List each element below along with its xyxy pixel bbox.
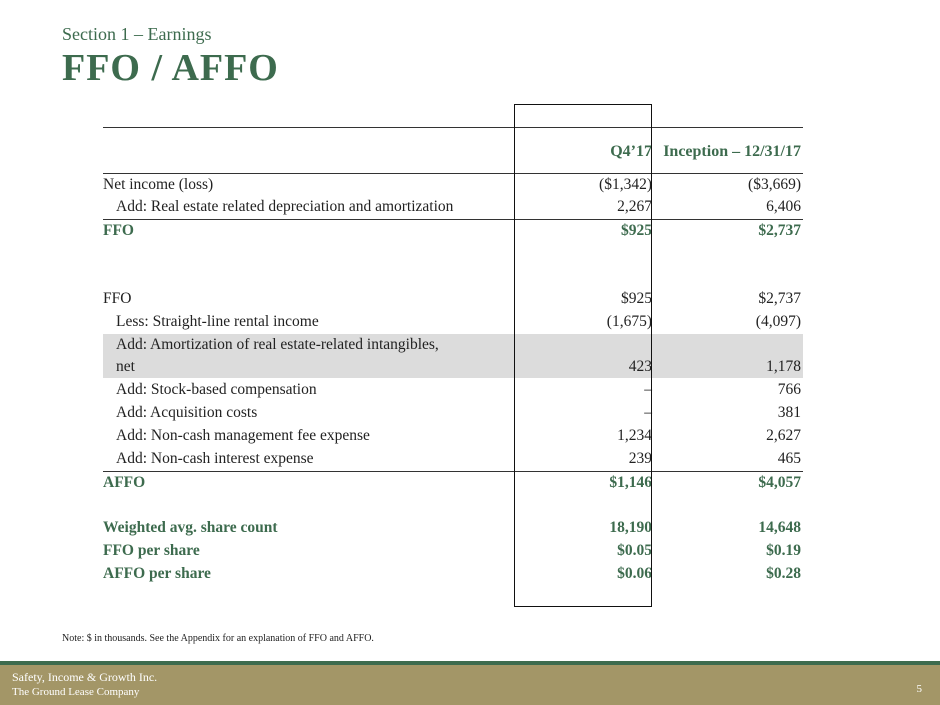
section-label: Section 1 – Earnings xyxy=(62,24,212,44)
column-header-inception: Inception – 12/31/17 xyxy=(663,143,801,160)
row-value-q4: – xyxy=(644,381,652,398)
row-value-inception: $0.28 xyxy=(766,565,801,582)
row-value-inception: 6,406 xyxy=(766,198,801,215)
row-label: FFO per share xyxy=(103,542,200,559)
row-label: Add: Non-cash interest expense xyxy=(116,450,314,467)
row-value-inception: $2,737 xyxy=(758,290,801,307)
row-label: AFFO per share xyxy=(103,565,211,582)
row-value-q4: 18,190 xyxy=(609,519,652,536)
footer-bar xyxy=(0,661,940,705)
row-value-inception: 766 xyxy=(777,381,801,398)
row-value-inception: 14,648 xyxy=(758,519,801,536)
row-value-q4: $0.06 xyxy=(617,565,652,582)
row-label: FFO xyxy=(103,222,134,239)
row-label: Add: Acquisition costs xyxy=(116,404,258,421)
row-value-q4: $1,146 xyxy=(609,474,652,491)
row-value-q4: ($1,342) xyxy=(599,176,652,193)
row-value-inception: ($3,669) xyxy=(748,176,801,193)
row-value-q4: – xyxy=(644,404,652,421)
row-label: Less: Straight-line rental income xyxy=(116,313,319,330)
row-label: Add: Non-cash management fee expense xyxy=(116,427,370,444)
page-number: 5 xyxy=(916,683,922,695)
row-label: Net income (loss) xyxy=(103,176,214,193)
row-value-inception: 465 xyxy=(777,450,801,467)
row-value-inception: 1,178 xyxy=(766,358,801,375)
row-value-q4: 1,234 xyxy=(617,427,652,444)
table-row xyxy=(103,334,803,378)
row-value-inception: 2,627 xyxy=(766,427,801,444)
row-value-inception: $2,737 xyxy=(758,222,801,239)
row-label: AFFO xyxy=(103,474,146,491)
table-row-affo-total xyxy=(103,471,803,491)
row-value-inception: 381 xyxy=(777,404,801,421)
footer-tagline: The Ground Lease Company xyxy=(12,686,140,698)
table-row xyxy=(103,173,803,193)
page-title: FFO / AFFO xyxy=(62,47,279,89)
row-value-inception: $4,057 xyxy=(758,474,801,491)
row-value-q4: 239 xyxy=(628,450,652,467)
row-label: FFO xyxy=(103,290,132,307)
row-label: Add: Amortization of real estate-related intangibles, xyxy=(116,336,439,353)
footer-accent-rule xyxy=(0,661,940,665)
row-value-q4: $925 xyxy=(621,222,652,239)
row-value-q4: 2,267 xyxy=(617,198,652,215)
row-value-inception: (4,097) xyxy=(755,313,801,330)
row-label: Add: Real estate related depreciation and amortization xyxy=(116,198,454,215)
footer-company-name: Safety, Income & Growth Inc. xyxy=(12,670,158,684)
row-value-q4: (1,675) xyxy=(606,313,652,330)
row-label-continued: net xyxy=(116,358,135,375)
row-label: Weighted avg. share count xyxy=(103,519,278,536)
table-row-ffo-total xyxy=(103,219,803,239)
row-value-inception: $0.19 xyxy=(766,542,801,559)
row-value-q4: $0.05 xyxy=(617,542,652,559)
table-top-rule xyxy=(103,127,803,128)
column-header-q4: Q4’17 xyxy=(610,143,652,160)
row-label: Add: Stock-based compensation xyxy=(116,381,317,398)
row-value-q4: $925 xyxy=(621,290,652,307)
row-value-q4: 423 xyxy=(628,358,652,375)
footnote: Note: $ in thousands. See the Appendix for an explanation of FFO and AFFO. xyxy=(62,633,374,644)
